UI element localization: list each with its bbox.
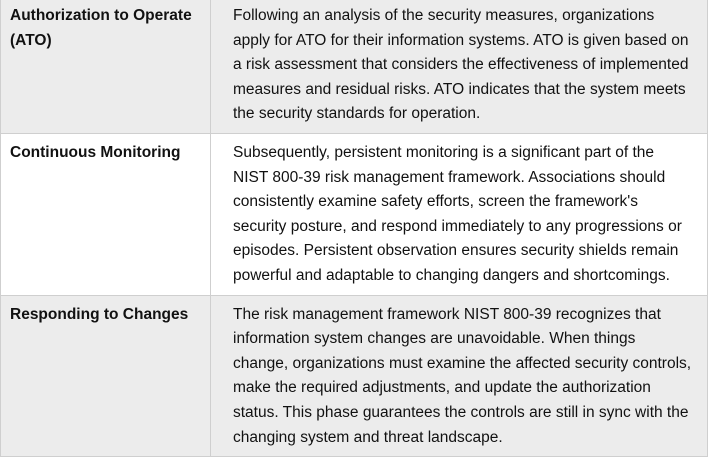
- table-row: [1, 0, 708, 133]
- table-row: [1, 295, 708, 457]
- description-cell: Following an analysis of the security measures, organizations apply for ATO for their information systems. ATO is given based on a risk assessment that considers the effectiveness of implemented measures and residual risks. ATO indicates that the system meets the security standards for operation.: [211, 0, 708, 133]
- term-cell: Continuous Monitoring: [1, 133, 211, 295]
- description-cell: Subsequently, persistent monitoring is a significant part of the NIST 800-39 risk management framework. Associations should consistently examine safety efforts, screen the framework's security posture, and respond immediately to any progressions or episodes. Persistent observation ensures security shields remain powerful and adaptable to changing dangers and shortcomings.: [211, 133, 708, 295]
- table-body: [1, 0, 708, 457]
- term-cell: Authorization to Operate (ATO): [1, 0, 211, 133]
- table-row: [1, 133, 708, 295]
- term-cell: Responding to Changes: [1, 295, 211, 457]
- description-cell: The risk management framework NIST 800-39 recognizes that information system changes are unavoidable. When things change, organizations must examine the affected security controls, make the required adjustments, and update the authorization status. This phase guarantees the controls are still in sync with the changing system and threat landscape.: [211, 295, 708, 457]
